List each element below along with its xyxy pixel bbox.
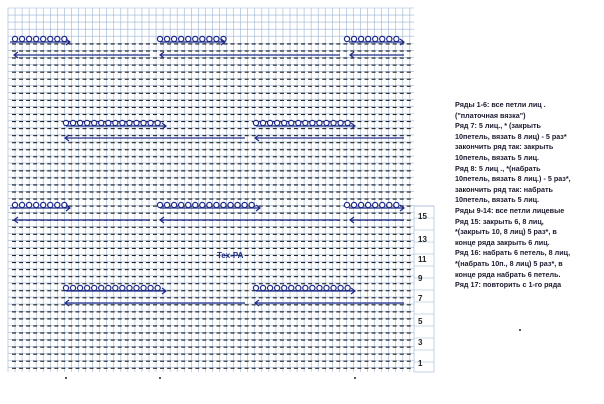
row-number: 7 [418,294,423,303]
bind-off-circle [186,36,191,41]
bind-off-circle [260,120,265,125]
bind-off-circle [113,120,118,125]
bind-off-circle [221,202,226,207]
instruction-line: Ряд 17: повторить с 1-го ряда [455,280,562,290]
row-number-column [414,206,434,372]
bind-off-circle [179,36,184,41]
bind-off-circle [70,120,75,125]
bind-off-circle [345,285,350,290]
bind-off-circle [387,36,392,41]
bind-off-circle [344,36,349,41]
bind-off-circle [92,285,97,290]
bind-off-circle [214,202,219,207]
bind-off-circle [331,120,336,125]
bind-off-circle [106,285,111,290]
instruction-line: Ряды 9-14: все петли лицевые [455,205,565,215]
bind-off-circle [214,36,219,41]
bind-off-circle [359,36,364,41]
bind-off-circle [48,36,53,41]
bind-off-circle [164,36,169,41]
instruction-line: 10петель, вязать 5 лиц. [455,152,540,162]
bind-off-circle [317,120,322,125]
bind-off-circle [338,285,343,290]
bind-off-circle [179,202,184,207]
bind-off-circle [134,120,139,125]
bind-off-circle [92,120,97,125]
bind-off-circle [373,202,378,207]
bind-off-circle [351,36,356,41]
bind-off-circle [48,202,53,207]
bind-off-circle [253,285,258,290]
row-number: 13 [418,235,427,244]
bind-off-circle [70,285,75,290]
bind-off-circle [85,285,90,290]
bind-off-circle [19,202,24,207]
bind-off-circle [12,36,17,41]
bind-off-circle [85,120,90,125]
stray-dot [159,377,161,379]
instruction-line: Ряд 16: набрать 6 петель, 8 лиц, [455,248,571,258]
bind-off-circle [366,202,371,207]
bind-off-circle [207,202,212,207]
bind-off-circle [268,120,273,125]
bind-off-circle [303,120,308,125]
bind-off-circle [242,202,247,207]
bind-off-circle [289,285,294,290]
bind-off-circle [207,36,212,41]
bind-off-circle [34,36,39,41]
bind-off-circle [113,285,118,290]
bind-off-circle [148,285,153,290]
bind-off-circle [19,36,24,41]
bind-off-circle [289,120,294,125]
bind-off-circle [186,202,191,207]
bind-off-circle [63,285,68,290]
bind-off-circle [41,202,46,207]
bind-off-circle [260,285,265,290]
instruction-line: 10петель, вязать 8 лиц.) - 5 раз*, [455,174,571,184]
bind-off-circle [345,120,350,125]
bind-off-circle [296,120,301,125]
bind-off-circle [120,120,125,125]
bind-off-circle [359,202,364,207]
bind-off-circle [282,120,287,125]
row-number: 15 [418,212,427,221]
bind-off-circle [235,202,240,207]
bind-off-circle [78,120,83,125]
bind-off-circle [27,36,32,41]
stray-dot [65,377,67,379]
bind-off-circle [282,285,287,290]
bind-off-circle [303,285,308,290]
bind-off-circle [200,202,205,207]
bind-off-circle [141,285,146,290]
bind-off-circle [394,36,399,41]
instruction-line: Ряды 1-6: все петли лиц . [455,100,546,109]
bind-off-circle [228,202,233,207]
bind-off-circle [127,285,132,290]
bind-off-circle [249,202,254,207]
bind-off-circle [155,120,160,125]
bind-off-circle [275,285,280,290]
row-number: 11 [418,255,427,264]
bind-off-circle [310,285,315,290]
instruction-line: *(набрать 10п., 8 лиц) 5 раз*, в [455,258,563,268]
pattern-instructions [455,100,603,291]
bind-off-circle [366,36,371,41]
bind-off-circle [106,120,111,125]
bind-off-circle [148,120,153,125]
stray-dot [519,329,521,331]
bind-off-circle [55,36,60,41]
bind-off-circle [373,36,378,41]
row-number: 3 [418,338,423,347]
bind-off-circle [344,202,349,207]
instruction-line: конце ряда набрать 6 петель. [455,269,561,279]
bind-off-circle [157,202,162,207]
bind-off-circle [296,285,301,290]
bind-off-circle [155,285,160,290]
bind-off-circle [310,120,315,125]
instruction-line: 10петель, вязать 5 лиц. [455,195,540,205]
bind-off-circle [120,285,125,290]
bind-off-circle [63,120,68,125]
bind-off-circle [380,202,385,207]
instruction-line: Ряд 7: 5 лиц., * (закрыть [455,121,541,131]
instruction-line: закончить ряд так: набрать [455,184,553,194]
bind-off-circle [34,202,39,207]
stray-dot [354,377,356,379]
bind-off-circle [324,285,329,290]
row-number: 1 [418,359,423,368]
instruction-line: Ряд 8: 5 лиц ., *(набрать [455,163,541,173]
bind-off-circle [193,36,198,41]
bind-off-circle [268,285,273,290]
bind-off-circle [78,285,83,290]
bind-off-circle [338,120,343,125]
instruction-line: конце ряда закрыть 6 лиц. [455,237,550,247]
bind-off-circle [12,202,17,207]
bind-off-circle [157,36,162,41]
bind-off-circle [99,285,104,290]
bind-off-circle [172,36,177,41]
bind-off-circle [164,202,169,207]
row-number: 5 [418,317,423,326]
bind-off-circle [134,285,139,290]
bind-off-circle [200,36,205,41]
bind-off-circle [127,120,132,125]
bind-off-circle [193,202,198,207]
bind-off-circle [99,120,104,125]
bind-off-circle [141,120,146,125]
bind-off-circle [253,120,258,125]
instruction-line: 10петель, вязать 8 лиц) - 5 раз* [455,131,567,141]
bind-off-circle [331,285,336,290]
bind-off-circle [317,285,322,290]
bind-off-circle [27,202,32,207]
instruction-line: Ряд 15: закрыть 6, 8 лиц, [455,216,544,226]
bind-off-circle [55,202,60,207]
bind-off-circle [41,36,46,41]
instruction-line: ("платочная вязка") [455,110,526,120]
bind-off-circle [380,36,385,41]
instruction-line: *(закрыть 10, 8 лиц) 5 раз*, в [455,227,557,237]
bind-off-circle [172,202,177,207]
bind-off-circle [275,120,280,125]
bind-off-circle [351,202,356,207]
row-number: 9 [418,274,423,283]
watermark-text: Tex-PA [217,251,244,260]
bind-off-circle [394,202,399,207]
bind-off-circle [387,202,392,207]
instruction-line: закончить ряд так: закрыть [455,142,554,152]
bind-off-circle [324,120,329,125]
